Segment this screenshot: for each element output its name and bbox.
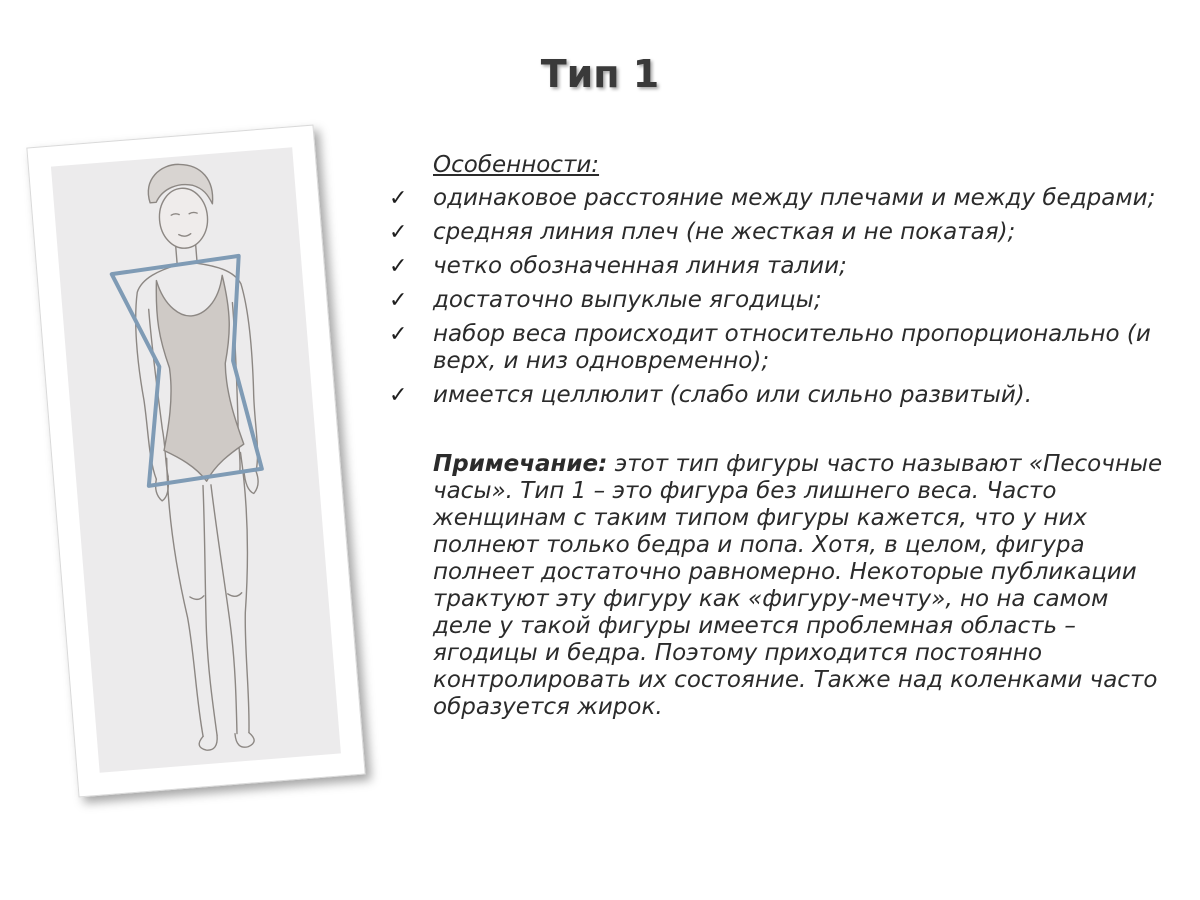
features-heading: Особенности: [433,152,600,178]
feature-text: имеется целлюлит (слабо или сильно развитый). [433,382,1033,408]
check-mark-icon: ✓ [389,288,408,313]
check-mark-icon: ✓ [389,186,408,211]
feature-text: достаточно выпуклые ягодицы; [433,287,822,313]
list-item [385,382,1175,409]
body-illustration-card [26,125,365,798]
slide-title-text: Тип 1 [540,52,660,96]
list-item [385,253,1175,280]
list-item [385,185,1175,212]
note-label: Примечание: [433,451,608,477]
body-illustration [51,147,341,772]
note-paragraph [433,451,1163,721]
list-item [385,219,1175,246]
feature-text: набор веса происходит относительно пропорционально (и верх, и низ одновременно); [433,321,1151,374]
feature-text: одинаковое расстояние между плечами и между бедрами; [433,185,1156,211]
list-item [385,321,1175,375]
note-text: этот тип фигуры часто называют «Песочные часы». Тип 1 – это фигура без лишнего веса. Часто женщинам с таким типом фигуры кажется, что у них полнеют только бедра и попа. Хотя, в целом, фигура полнеет достаточно равномерно. Некоторые публикации трактуют эту фигуру как «фигуру-мечту», но на самом деле у такой фигуры имеется проблемная область – ягодицы и бедра. Поэтому приходится постоянно контролировать их состояние. Также над коленками часто образуется жирок. [433,451,1163,720]
check-mark-icon: ✓ [389,383,408,408]
slide-title [0,52,1200,96]
check-mark-icon: ✓ [389,254,408,279]
features-list [385,185,1175,409]
female-figure-drawing [51,147,341,772]
feature-text: четко обозначенная линия талии; [433,253,847,279]
list-item [385,287,1175,314]
check-mark-icon: ✓ [389,322,408,347]
check-mark-icon: ✓ [389,220,408,245]
feature-text: средняя линия плеч (не жесткая и не покатая); [433,219,1016,245]
slide-content [385,152,1175,721]
